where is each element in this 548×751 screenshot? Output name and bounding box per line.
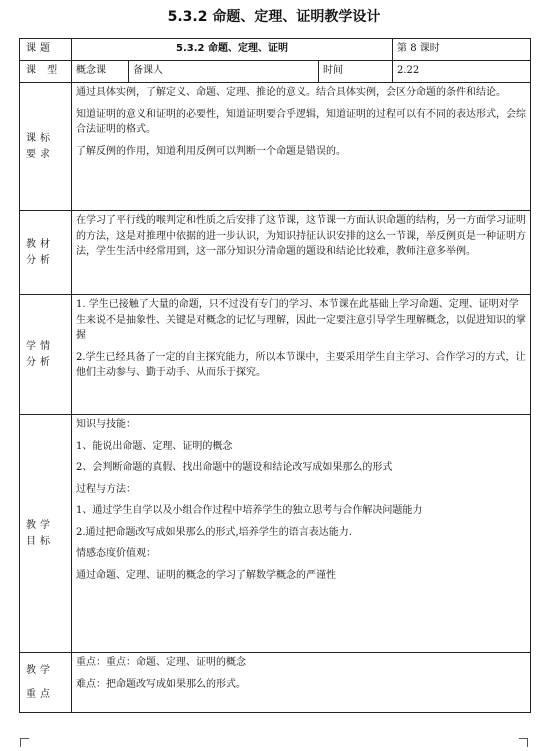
textbook-row	[20, 211, 531, 295]
topic-label: 课题	[20, 39, 72, 61]
topic-value: 5.3.2 命题、定理、证明	[72, 39, 393, 61]
header-row-topic	[20, 39, 531, 61]
document-title: 5.3.2 命题、定理、证明教学设计	[167, 9, 381, 25]
standards-label: 课标要求	[20, 83, 72, 211]
objectives-para: 情感态度价值观：	[76, 548, 156, 559]
keypoints-para: 难点：把命题改写成如果那么的形式。	[76, 678, 246, 690]
objectives-para: 1、通过学生自学以及小组合作过程中培养学生的独立思考与合作解决问题能力	[76, 505, 423, 516]
students-para: 1. 学生已接触了大量的命题，只不过没有专门的学习、本节课在此基础上学习命题、定理、证明对学生来说不是抽象性、关键是对概念的记忆与理解，因此一定要注意引导学生理解概念，以促进知识的掌握	[76, 299, 526, 341]
preparer-label: 备课人	[133, 65, 163, 76]
objectives-para: 2、会判断命题的真假、找出命题中的题设和结论改写成如果那么的形式	[76, 462, 393, 473]
keypoints-row	[20, 653, 531, 713]
keypoints-content	[72, 653, 531, 713]
time-value: 2.22	[393, 61, 531, 83]
objectives-content	[72, 415, 531, 653]
objectives-para: 1、能说出命题、定理、证明的概念	[76, 440, 233, 452]
type-value: 概念课	[72, 61, 129, 83]
standards-para: 了解反例的作用，知道利用反例可以判断一个命题是错误的。	[76, 145, 346, 157]
header-row-type	[20, 61, 531, 83]
page-corner-mark-right	[519, 738, 528, 747]
objectives-para: 过程与方法：	[76, 483, 136, 495]
objectives-para: 2.通过把命题改写成如果那么的形式,培养学生的语言表达能力.	[76, 526, 352, 538]
page-corner-mark-left	[20, 738, 29, 747]
textbook-para: 在学习了平行线的喉判定和性质之后安排了这节课，这节课一方面认识命题的结构，另一方面学习证明的方法，这是对推理中依据的进一步认识，为知识持征认识安排的这么一节课，举反例页是一种证明方法，学生生活中经常用到，这一部分知识分清命题的题设和结论比较难，教师注意多举例。	[76, 215, 526, 257]
lesson-plan-table	[19, 38, 531, 713]
keypoints-label-top: 教学	[26, 665, 54, 676]
keypoints-label	[20, 653, 72, 713]
objectives-para: 通过命题、定理、证明的概念的学习了解数学概念的严谨性	[76, 569, 336, 581]
students-label: 学情分析	[20, 295, 72, 415]
standards-row	[20, 83, 531, 211]
type-label: 课 型	[20, 61, 72, 83]
keypoints-para: 重点：重点：命题、定理、证明的概念	[76, 657, 246, 668]
textbook-content	[72, 211, 531, 295]
standards-para: 通过具体实例，了解定义、命题、定理、推论的意义。结合具体实例，会区分命题的条件和结论。	[76, 87, 506, 98]
students-row	[20, 295, 531, 415]
students-content	[72, 295, 531, 415]
keypoints-label-bottom: 重点	[26, 688, 54, 700]
time-label: 时间	[319, 61, 393, 83]
standards-para: 知道证明的意义和证明的必要性，知道证明要合乎逻辑，知道证明的过程可以有不同的表达形式，会综合法证明的格式。	[76, 108, 526, 135]
objectives-label: 教学目标	[20, 415, 72, 653]
students-para: 2.学生已经具备了一定的自主探究能力，所以本节课中，主要采用学生自主学习、合作学习的方式，让他们主动参与、勤于动手、从而乐于探究。	[76, 351, 526, 378]
preparer-cell	[129, 61, 319, 83]
textbook-label: 教材分析	[20, 211, 72, 295]
objectives-para: 知识与技能：	[76, 419, 136, 430]
standards-content	[72, 83, 531, 211]
objectives-row	[20, 415, 531, 653]
period-value: 第 8 课时	[393, 39, 531, 61]
